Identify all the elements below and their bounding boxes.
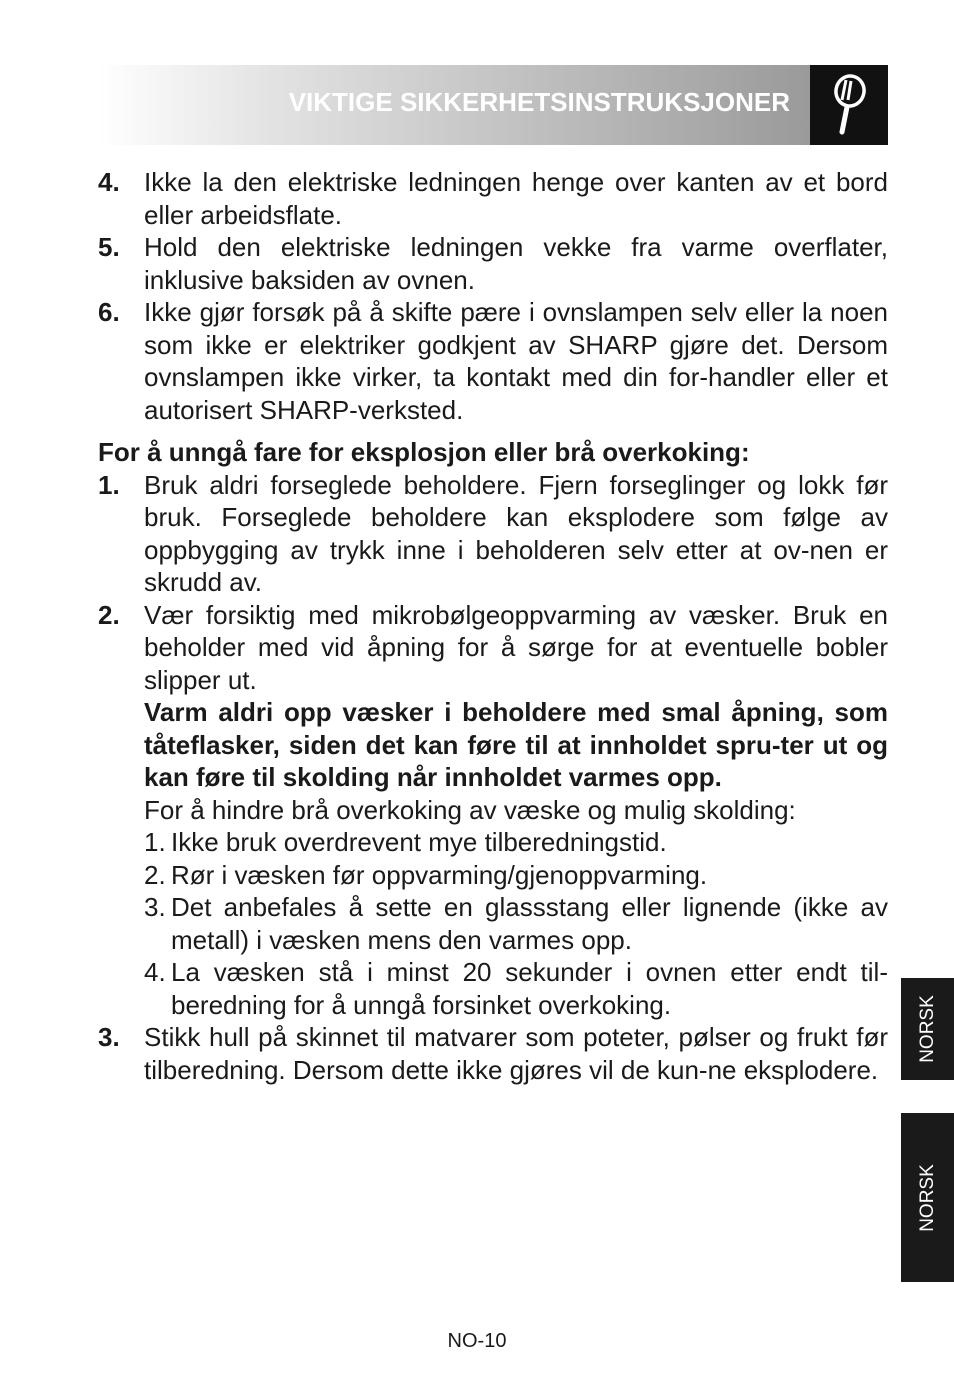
list-item-body [144, 599, 888, 1022]
sub-step [144, 956, 888, 1021]
list-item [98, 599, 888, 1022]
sub-step [144, 891, 888, 956]
language-tab-label: NORSK [916, 995, 938, 1063]
language-tab[interactable] [901, 1113, 954, 1282]
list-item [98, 1021, 888, 1086]
list-item-number: 6. [98, 297, 120, 327]
sub-step [144, 826, 888, 859]
list-item-text: Stikk hull på skinnet til matvarer som poteter, pølser og frukt før tilberedning. Dersom dette ikke gjøres vil de kun-ne eksplodere. [144, 1022, 888, 1085]
sub-step-text: Det anbefales å sette en glassstang eller lignende (ikke av metall) i væsken mens den varmes opp. [171, 892, 888, 955]
section-title: VIKTIGE SIKKERHETSINSTRUKSJONER [288, 87, 790, 117]
list-item-number: 4. [98, 167, 120, 197]
list-item [98, 231, 888, 296]
list-item-number: 1. [98, 469, 120, 500]
list-item-text: Ikke la den elektriske ledningen henge over kanten av et bord eller arbeidsflate. [144, 167, 888, 230]
sub-step [144, 859, 888, 892]
sub-step-text: La væsken stå i minst 20 sekunder i ovnen etter endt til-beredning for å unngå forsinket overkoking. [171, 957, 888, 1020]
list-item-text: Bruk aldri forseglede beholdere. Fjern forseglinger og lokk før bruk. Forseglede beholdere kan eksplodere som følge av oppbygging av trykk inne i beholderen selv etter at ov-nen er skrudd av. [144, 469, 888, 597]
information-icon [810, 65, 888, 145]
section-heading: For å unngå fare for eksplosjon eller brå overkoking: [98, 437, 750, 467]
list-item-number: 5. [98, 232, 120, 262]
section-header [98, 65, 810, 145]
language-tab-label: NORSK [916, 1163, 938, 1232]
sub-step-number: 1. [144, 827, 166, 857]
list-item-text: Vær forsiktig med mikrobølgeoppvarming av væsker. Bruk en beholder med vid åpning for å sørge for at eventuelle bobler slipper ut. [144, 599, 888, 695]
list-item [98, 469, 888, 599]
sub-step-number: 4. [144, 957, 166, 987]
sub-step-text: Rør i væsken før oppvarming/gjenoppvarming. [171, 859, 708, 890]
list-item [98, 166, 888, 231]
instructions-content [98, 166, 888, 1086]
prevent-intro: For å hindre brå overkoking av væske og mulig skolding: [144, 794, 796, 825]
sub-step-text: Ikke bruk overdrevent mye tilberedningstid. [171, 827, 667, 857]
sub-step-number: 3. [144, 892, 166, 922]
list-item-number: 2. [98, 599, 120, 630]
warning-text: Varm aldri opp væsker i beholdere med smal åpning, som tåteflasker, siden det kan føre til at innholdet spru-ter ut og kan føre til skolding når innholdet varmes opp. [144, 697, 888, 792]
list-item-number: 3. [98, 1022, 120, 1052]
list-item-text: Hold den elektriske ledningen vekke fra varme overflater, inklusive baksiden av ovnen. [144, 232, 888, 295]
list-item-text: Ikke gjør forsøk på å skifte pære i ovnslampen selv eller la noen som ikke er elektriker godkjent av SHARP gjøre det. Dersom ovnslampen ikke virker, ta kontakt med din for-handler eller et autorisert SHARP-verksted. [144, 297, 888, 425]
page-number: NO-10 [447, 1330, 507, 1352]
sub-step-number: 2. [144, 859, 166, 890]
list-item [98, 296, 888, 426]
language-tab[interactable] [901, 978, 954, 1080]
